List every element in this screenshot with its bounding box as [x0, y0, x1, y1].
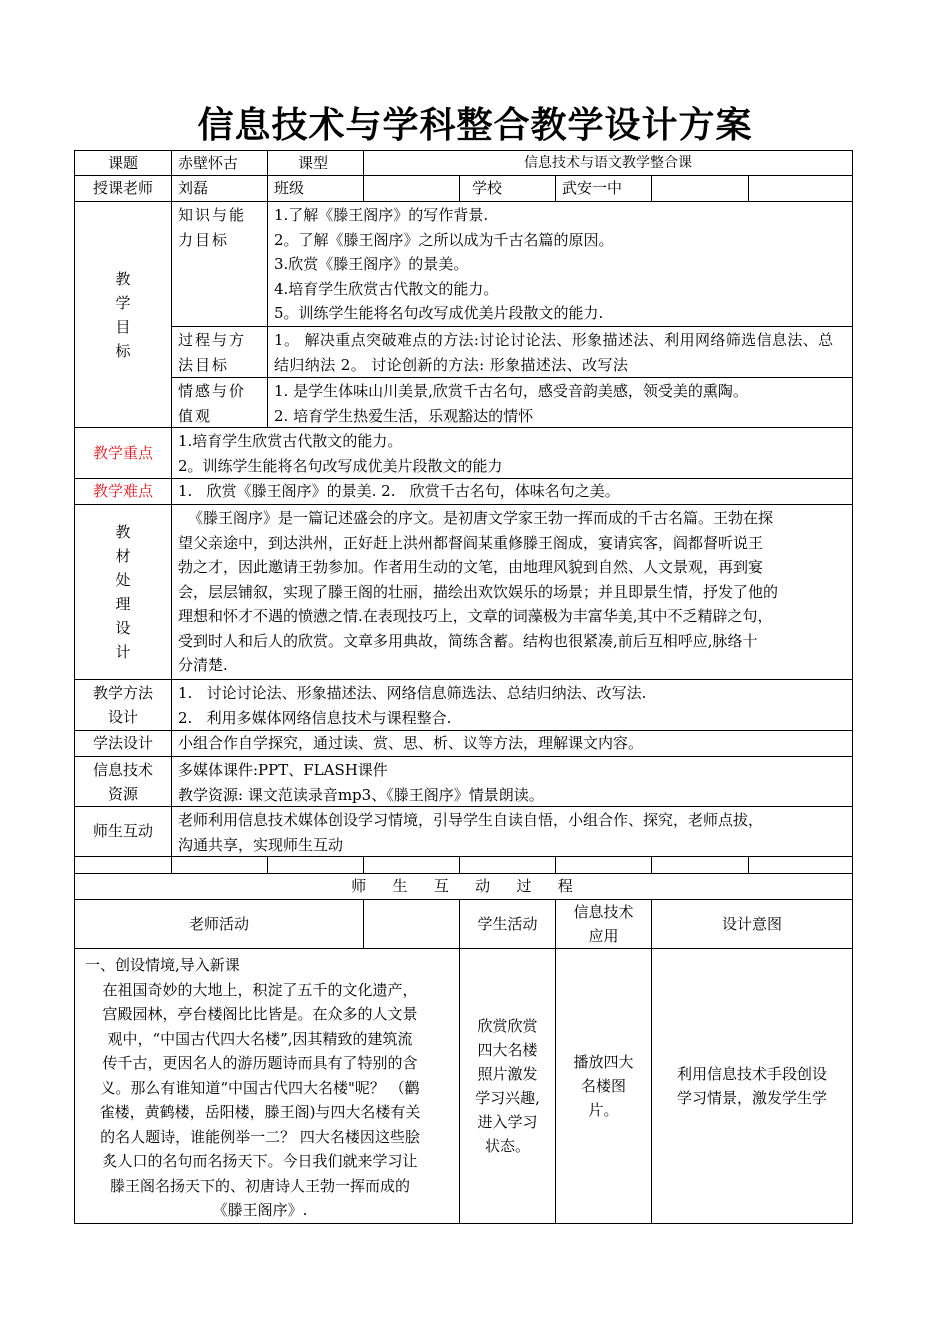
activity1-intent-line: 学习情景，激发学生学	[676, 1089, 827, 1107]
activity1-student-line: 四大名楼	[477, 1041, 538, 1059]
interaction-content	[171, 806, 853, 857]
goals-label-char: 标	[115, 341, 131, 360]
activity1-line: 义。那么有谁知道“中国古代四大名楼"呢？ （鹳	[100, 1078, 420, 1097]
activity1-it-line: 播放四大	[573, 1053, 634, 1071]
resources-item: 教学资源: 课文范读录音mp3、《滕王阁序》情景朗读。	[178, 785, 544, 804]
activity1-line: 雀楼，黄鹤楼，岳阳楼，滕王阁)与四大名楼有关	[99, 1103, 421, 1121]
activity1-it-line: 名楼图	[580, 1077, 626, 1095]
process-goal-content: 1。 解决重点突破难点的方法:讨论讨论法、形象描述法、利用网络筛选信息法、总结归纳法 2。 讨论创新的方法: 形象描述法、改写法	[267, 326, 853, 378]
activity1-line: 《滕王阁序》.	[212, 1201, 308, 1219]
process-goal-label	[171, 326, 268, 378]
label-school: 学校	[459, 175, 556, 202]
material-label	[74, 504, 172, 680]
emotion-goal-item: 2. 培育学生热爱生活，乐观豁达的情怀	[274, 406, 534, 425]
activity1-intent	[651, 948, 853, 1224]
class-value	[363, 175, 460, 202]
material-line: 受到时人和后人的欣赏。文章多用典故，简练含蓄。结构也很紧凑,前后互相呼应,脉络十	[178, 631, 758, 650]
knowledge-goal-item: 1.了解《滕王阁序》的写作背景.	[274, 206, 489, 224]
interaction-label: 师生互动	[74, 806, 172, 857]
methods-item: 1. 讨论讨论法、形象描述法、网络信息筛选法、总结归纳法、改写法.	[178, 684, 647, 702]
activity1-student-line: 进入学习	[477, 1113, 538, 1131]
col-it-application	[555, 899, 652, 949]
key-point-item: 2。训练学生能将名句改写成优美片段散文的能力	[178, 456, 503, 475]
goals-label-char: 目	[115, 317, 131, 336]
knowledge-goal-item: 5。训练学生能将名句改写成优美片段散文的能力.	[274, 304, 604, 322]
knowledge-goal-label-line: 力目标	[178, 230, 230, 249]
label-course-type: 课型	[267, 150, 364, 176]
key-points-content	[171, 427, 853, 479]
resources-label-line: 信息技术	[92, 760, 153, 779]
material-line: 分清楚.	[178, 656, 228, 674]
activity1-student-line: 状态。	[484, 1137, 530, 1155]
activity1-it	[555, 948, 652, 1224]
knowledge-goal-item: 3.欣赏《滕王阁序》的景美。	[274, 255, 469, 273]
empty-cell	[555, 856, 652, 874]
activity1-intent-line: 利用信息技术手段创设	[676, 1065, 827, 1083]
page-title: 信息技术与学科整合教学设计方案	[197, 105, 753, 146]
emotion-goal-content	[267, 377, 853, 428]
activity1-it-line: 片。	[588, 1101, 619, 1119]
label-class: 班级	[267, 175, 364, 202]
emotion-goal-label-line: 情感与价	[178, 382, 247, 400]
empty-cell	[748, 856, 853, 874]
label-teacher: 授课老师	[74, 175, 172, 202]
empty-cell	[651, 175, 749, 202]
goals-label-char: 教	[115, 269, 131, 288]
resources-label	[74, 756, 172, 807]
activity1-student-line: 照片激发	[477, 1065, 538, 1083]
col-student-activity: 学生活动	[459, 899, 556, 949]
activity1-student-line: 欣赏欣赏	[477, 1017, 538, 1035]
empty-cell	[363, 856, 460, 874]
methods-label-line: 教学方法	[92, 684, 153, 702]
knowledge-goal-label	[171, 201, 268, 327]
methods-item: 2. 利用多媒体网络信息技术与课程整合.	[178, 708, 452, 727]
activity1-line: 的名人题诗，谁能例举一二？ 四大名楼因这些脍	[100, 1127, 420, 1146]
key-point-item: 1.培育学生欣赏古代散文的能力。	[178, 432, 403, 450]
empty-cell	[267, 856, 364, 874]
material-line: 《滕王阁序》是一篇记述盛会的序文。是初唐文学家王勃一挥而成的千古名篇。王勃在探	[188, 509, 774, 527]
activity1-line: 在祖国奇妙的大地上，积淀了五千的文化遗产，	[102, 980, 418, 999]
methods-label-line: 设计	[107, 708, 138, 726]
goals-label	[74, 201, 172, 428]
activity1-line: 传千古，更因名人的游历题诗而具有了特别的含	[102, 1054, 418, 1072]
material-label-char: 设	[115, 619, 131, 637]
methods-label	[74, 679, 172, 731]
col-teacher-activity: 老师活动	[74, 899, 364, 949]
school-value: 武安一中	[555, 175, 652, 202]
activity1-line: 观中，“中国古代四大名楼”,因其精致的建筑流	[107, 1029, 413, 1048]
empty-cell	[171, 856, 268, 874]
empty-cell	[651, 856, 749, 874]
material-line: 理想和怀才不遇的愤懑之情.在表现技巧上，文章的词藻极为丰富华美,其中不乏精辟之句，	[178, 607, 773, 625]
difficulty-content: 1. 欣赏《滕王阁序》的景美. 2. 欣赏千古名句，体味名句之美。	[171, 478, 853, 505]
empty-cell	[459, 856, 556, 874]
activity1-teacher	[74, 948, 460, 1224]
process-goal-label-line: 过程与方	[178, 331, 247, 349]
difficulty-label: 教学难点	[74, 478, 172, 505]
activity1-line: 宫殿园林，亭台楼阁比比皆是。在众多的人文景	[102, 1005, 418, 1023]
knowledge-goal-item: 4.培育学生欣赏古代散文的能力。	[274, 279, 499, 298]
course-value: 赤壁怀古	[171, 150, 268, 176]
material-line: 勃之才，因此邀请王勃参加。作者用生动的文笔，由地理风貌到自然、人文景观，再到宴	[178, 558, 764, 576]
material-label-char: 计	[115, 643, 131, 661]
activity1-student-line: 学习兴趣,	[475, 1089, 540, 1107]
activity1-line: 滕王阁名扬天下的、初唐诗人王勃一挥而成的	[109, 1176, 410, 1195]
empty-cell	[74, 856, 172, 874]
resources-label-line: 资源	[107, 784, 138, 803]
process-goal-label-line: 法目标	[178, 355, 230, 374]
interaction-line: 沟通共享，实现师生互动	[178, 835, 344, 854]
activity1-line: 炙人口的名句而名扬天下。今日我们就来学习让	[102, 1152, 418, 1170]
process-section-header: 师 生 互 动 过 程	[74, 873, 853, 900]
col-it-application-line: 应用	[588, 927, 619, 945]
activity1-student	[459, 948, 556, 1224]
knowledge-goal-item: 2。了解《滕王阁序》之所以成为千古名篇的原因。	[274, 230, 614, 249]
col-it-application-line: 信息技术	[573, 903, 634, 921]
empty-cell	[363, 899, 460, 949]
empty-cell	[748, 175, 853, 202]
emotion-goal-label	[171, 377, 268, 428]
material-line: 会，层层铺叙，实现了滕王阁的壮丽，描绘出欢饮娱乐的场景；并且即景生情，抒发了他的	[178, 582, 779, 601]
teacher-value: 刘磊	[171, 175, 268, 202]
key-points-label: 教学重点	[74, 427, 172, 479]
material-label-char: 理	[115, 595, 131, 613]
label-course: 课题	[74, 150, 172, 176]
emotion-goal-label-line: 值观	[178, 406, 213, 425]
knowledge-goal-content	[267, 201, 853, 327]
study-content: 小组合作自学探究，通过读、赏、思、析、议等方法，理解课文内容。	[171, 730, 853, 757]
material-line: 望父亲途中，到达洪州，正好赶上洪州都督阎某重修滕王阁成，宴请宾客，阎都督听说王	[178, 533, 764, 552]
resources-item: 多媒体课件:PPT、FLASH课件	[178, 761, 388, 779]
course-type-value: 信息技术与语文教学整合课	[363, 150, 853, 176]
knowledge-goal-label-line: 知识与能	[178, 206, 247, 224]
interaction-line: 老师利用信息技术媒体创设学习情境，引导学生自读自悟，小组合作、探究，老师点拔，	[178, 811, 764, 829]
activity1-body	[85, 978, 435, 1223]
resources-content	[171, 756, 853, 807]
material-content	[171, 504, 853, 680]
material-label-char: 教	[115, 523, 131, 541]
material-label-char: 材	[115, 547, 131, 565]
emotion-goal-item: 1. 是学生体味山川美景,欣赏千古名句，感受音韵美感，领受美的熏陶。	[274, 382, 748, 400]
methods-content	[171, 679, 853, 731]
goals-label-char: 学	[115, 293, 131, 312]
material-label-char: 处	[115, 571, 131, 589]
study-label: 学法设计	[74, 730, 172, 757]
activity1-heading: 一、创设情境,导入新课	[85, 956, 240, 974]
col-design-intent: 设计意图	[651, 899, 853, 949]
